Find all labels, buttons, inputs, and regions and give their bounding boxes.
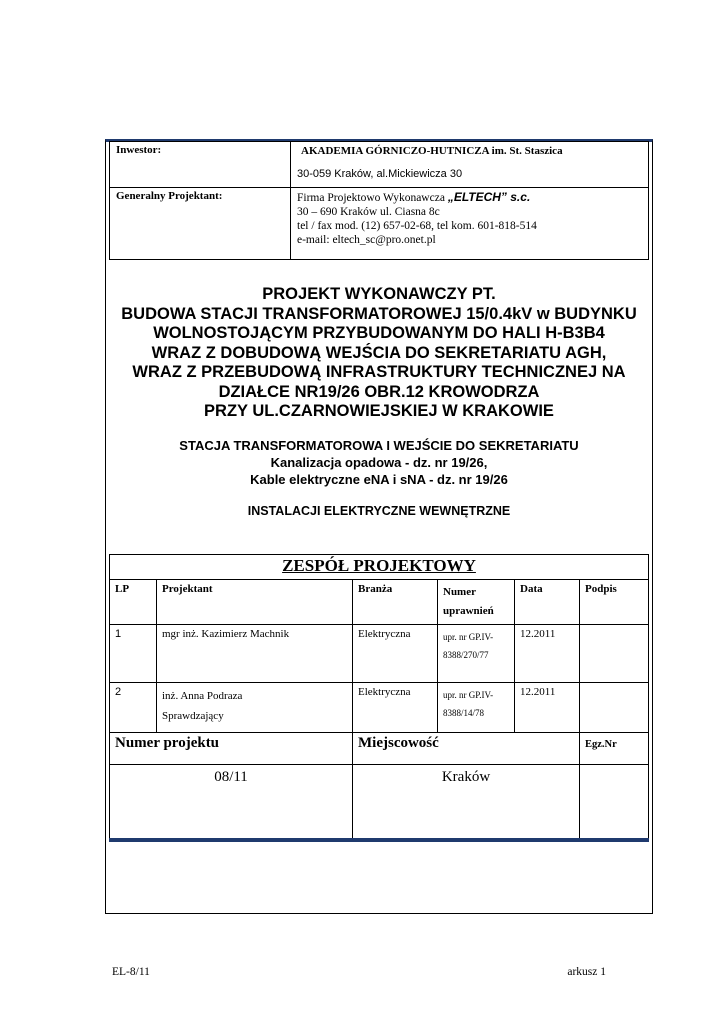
- col-projektant: Projektant: [157, 580, 353, 625]
- footer-sheet: arkusz 1: [567, 966, 606, 978]
- place-label: Miejscowość: [353, 733, 580, 765]
- designer-email: e-mail: eltech_sc@pro.onet.pl: [297, 234, 436, 246]
- row-permit-line2: 8388/14/78: [443, 708, 485, 718]
- designer-row: [110, 188, 649, 260]
- table-row: [110, 683, 649, 733]
- row-name: mgr inż. Kazimierz Machnik: [157, 625, 353, 683]
- row-permit-line1: upr. nr GP.IV-: [443, 632, 494, 642]
- title-line: WRAZ Z PRZEBUDOWĄ INFRASTRUKTURY TECHNICZNEJ NA: [132, 363, 626, 381]
- row-role: Sprawdzający: [162, 710, 224, 722]
- subtitle-line: STACJA TRANSFORMATOROWA I WEJŚCIE DO SEKRETARIATU: [179, 438, 579, 453]
- team-header-row: [110, 580, 649, 625]
- designer-cell: [291, 188, 649, 260]
- col-numer-line2: uprawnień: [443, 605, 494, 617]
- col-numer-line1: Numer: [443, 586, 476, 598]
- project-info-header-row: [110, 733, 649, 765]
- col-branza: Branża: [353, 580, 438, 625]
- project-number: 08/11: [110, 765, 353, 840]
- header-table: [109, 141, 649, 260]
- designer-address: 30 – 690 Kraków ul. Ciasna 8c: [297, 206, 440, 218]
- row-name-cell: [157, 683, 353, 733]
- designer-phone: tel / fax mod. (12) 657-02-68, tel kom. 601-818-514: [297, 220, 537, 232]
- designer-label: Generalny Projektant:: [110, 188, 291, 260]
- col-podpis: Podpis: [580, 580, 649, 625]
- investor-label: Inwestor:: [110, 142, 291, 188]
- copy-label: Egz.Nr: [580, 733, 649, 765]
- row-permit: [438, 683, 515, 733]
- installation-title: INSTALACJI ELEKTRYCZNE WEWNĘTRZNE: [247, 504, 511, 518]
- subtitle-line: Kanalizacja opadowa - dz. nr 19/26,: [270, 455, 488, 470]
- col-lp: LP: [110, 580, 157, 625]
- copy-value: [580, 765, 649, 840]
- place-value: Kraków: [353, 765, 580, 840]
- designer-prefix: Firma Projektowo Wykonawcza: [297, 192, 448, 204]
- col-numer: [438, 580, 515, 625]
- row-permit: [438, 625, 515, 683]
- row-permit-line2: 8388/270/77: [443, 650, 489, 660]
- title-line: BUDOWA STACJI TRANSFORMATOROWEJ 15/0.4kV w BUDYNKU: [121, 304, 637, 323]
- row-date: 12.2011: [515, 625, 580, 683]
- table-row: [110, 625, 649, 683]
- investor-address: 30-059 Kraków, al.Mickiewicza 30: [297, 168, 463, 180]
- project-title: [105, 285, 653, 422]
- team-table: [109, 554, 649, 842]
- row-permit-line1: upr. nr GP.IV-: [443, 690, 494, 700]
- title-line: WOLNOSTOJĄCYM PRZYBUDOWANYM DO HALI H-B3B4: [153, 324, 605, 342]
- row-date: 12.2011: [515, 683, 580, 733]
- row-branch: Elektryczna: [353, 625, 438, 683]
- designer-name: „ELTECH” s.c.: [447, 190, 531, 204]
- investor-cell: [291, 142, 649, 188]
- row-signature: [580, 683, 649, 733]
- title-line: PRZY UL.CZARNOWIEJSKIEJ W KRAKOWIE: [204, 402, 554, 420]
- title-line: WRAZ Z DOBUDOWĄ WEJŚCIA DO SEKRETARIATU AGH,: [151, 343, 607, 362]
- row-lp: 2: [110, 683, 157, 733]
- investor-name: AKADEMIA GÓRNICZO-HUTNICZA im. St. Staszica: [301, 145, 563, 157]
- title-line: PROJEKT WYKONAWCZY PT.: [262, 285, 496, 303]
- subtitle-line: Kable elektryczne eNA i sNA - dz. nr 19/26: [250, 472, 508, 487]
- row-branch: Elektryczna: [353, 683, 438, 733]
- row-lp: 1: [110, 625, 157, 683]
- project-subtitle: [105, 437, 653, 488]
- investor-row: [110, 142, 649, 188]
- row-signature: [580, 625, 649, 683]
- team-title: ZESPÓŁ PROJEKTOWY: [110, 555, 649, 580]
- designer-firm: [297, 190, 642, 205]
- project-info-values-row: [110, 765, 649, 840]
- project-number-label: Numer projektu: [110, 733, 353, 765]
- row-name: inż. Anna Podraza: [162, 690, 243, 702]
- col-data: Data: [515, 580, 580, 625]
- title-line: DZIAŁCE NR19/26 OBR.12 KROWODRZA: [218, 382, 540, 401]
- footer-doc-number: EL-8/11: [112, 966, 150, 978]
